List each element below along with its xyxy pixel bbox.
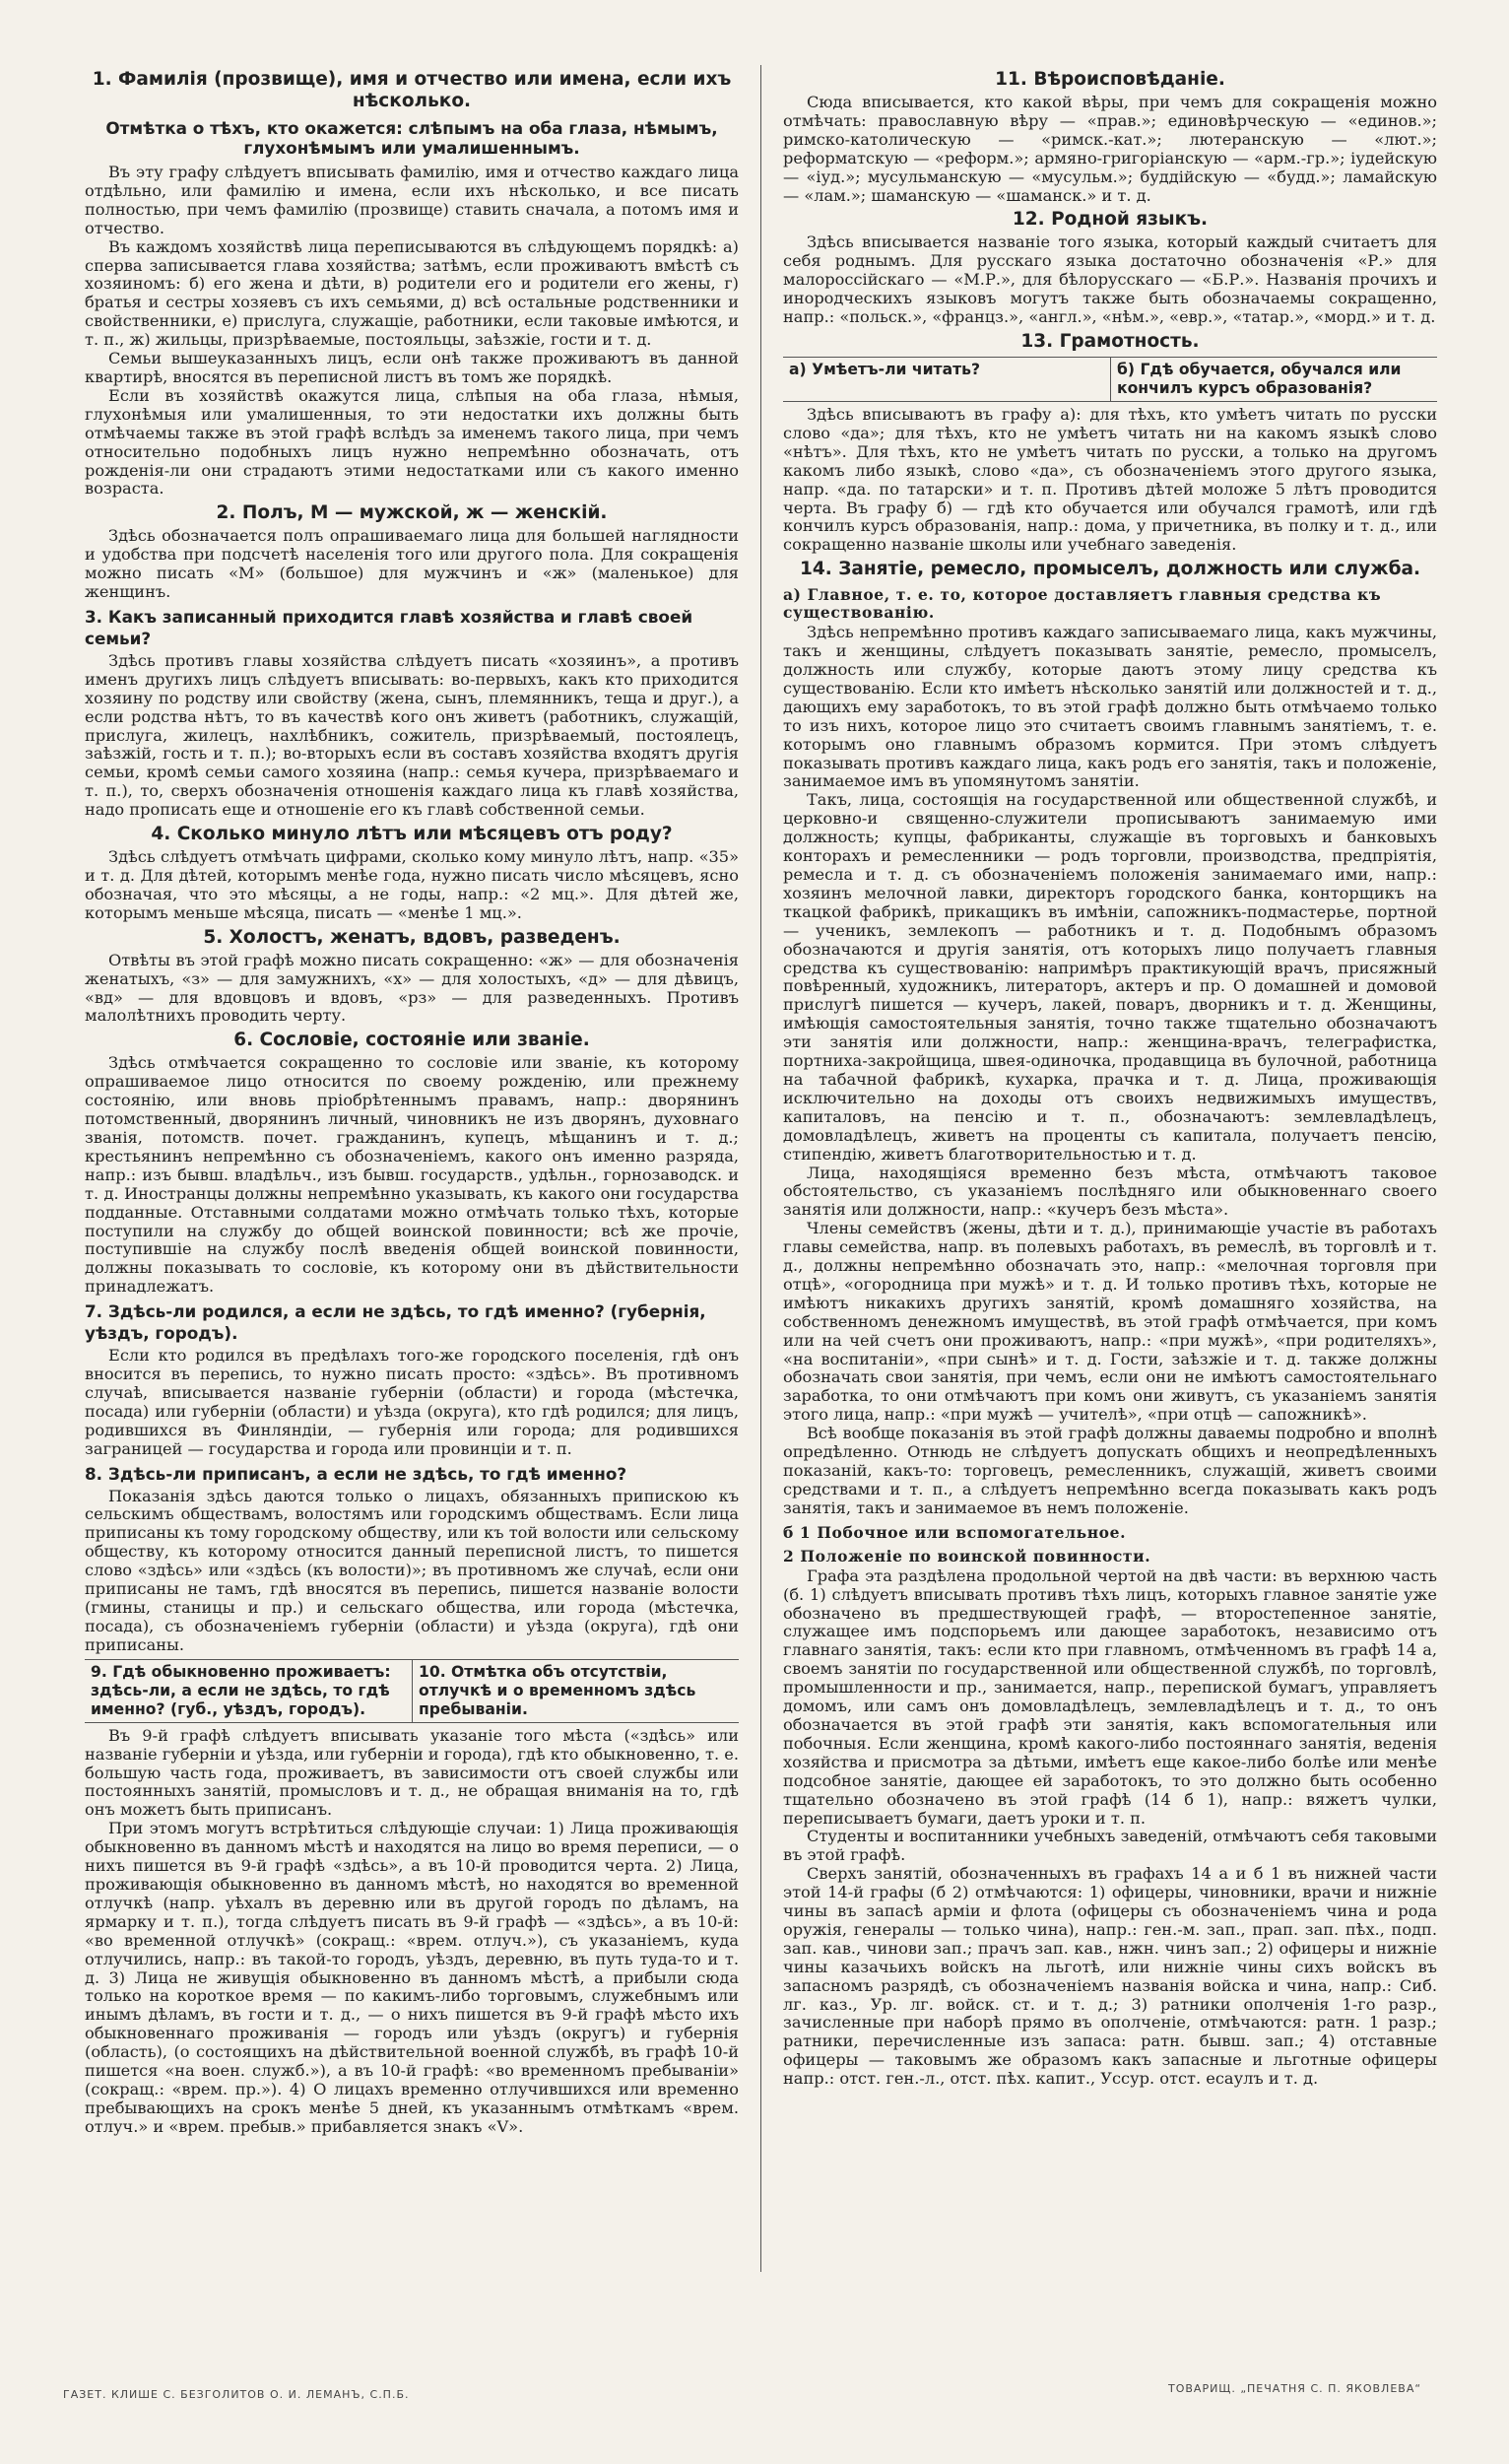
section-5-title: 5. Холостъ, женатъ, вдовъ, разведенъ. — [203, 926, 621, 948]
section-14-a-label: а) Главное, т. е. то, которое доставляетъ главныя средства къ существованію. — [783, 585, 1382, 623]
section-13-b-label: б) Гдѣ обучается, обучался или кончилъ курсъ образованія? — [1110, 358, 1437, 401]
section-2-paragraph: Здѣсь обозначается полъ опрашиваемаго лица для большей наглядности и удобства при подсчетѣ населенія того или другого пола. Для сокращенія можно писать «М» (большое) для мужчинъ и «ж» (маленькое) для женщинъ. — [85, 526, 739, 602]
left-column — [85, 65, 760, 2272]
section-1-paragraph: Если въ хозяйствѣ окажутся лица, слѣпыя на оба глаза, нѣмыя, глухонѣмыя или умалишенныя, то эти недостатки ихъ должны быть отмѣчаемы также въ этой графѣ вслѣдъ за именемъ такого лица, при чемъ относительно подобныхъ лицъ нужно непремѣнно обозначать, отъ рожденія-ли они страдаютъ этими недостатками или съ какого именно возраста. — [85, 385, 739, 499]
footer-left-imprint: ГАЗЕТ. КЛИШЕ С. БЕЗГОЛИТОВ О. И. ЛЕМАНЪ, С.П.Б. — [63, 2388, 410, 2401]
section-14-paragraph: Лица, находящіяся временно безъ мѣста, отмѣчаютъ таковое обстоятельство, съ указаніемъ послѣдняго или обыкновеннаго своего занятія или должности, напр.: «кучеръ безъ мѣста». — [783, 1163, 1437, 1220]
section-3-paragraph: Здѣсь противъ главы хозяйства слѣдуетъ писать «хозяинъ», а противъ именъ другихъ лицъ слѣдуетъ вписывать: во-первыхъ, какъ кто приходится хозяину по родству или свойству (жена, сынъ, племянникъ, теща и друг.), а если родства нѣтъ, то въ качествѣ кого онъ живетъ (работникъ, служащій, прислуга, жилецъ, нахлѣбникъ, сожитель, призрѣваемый, постоялецъ, заѣзжій, гость и т. п.); во-вторыхъ если въ составъ хозяйства входятъ другія семьи, кромѣ семьи самого хозяина (напр.: семья кучера, призрѣваемаго и т. п.), то, сверхъ обозначенія отношенія каждаго лица къ главѣ хозяйства, надо прописать еще и отношеніе его къ главѣ собственной семьи. — [85, 650, 739, 820]
section-13-title: 13. Грамотность. — [1020, 330, 1200, 352]
section-14-paragraph: Сверхъ занятій, обозначенныхъ въ графахъ 14 а и б 1 въ нижней части этой 14-й графы (б 2) отмѣчаются: 1) офицеры, чиновники, врачи и нижніе чины въ запасѣ арміи и флота (офицеры съ обозначеніемъ чина и рода оружія, генералы — только чина), напр.: ген.-м. зап., прап. зап. пѣх., подп. зап. кав., чинови зап.; прачъ зап. кав., нжн. чинъ зап.; 2) офицеры и нижніе чины казачьихъ войскъ на льготѣ, или нижніе чины сихъ войскъ въ запасномъ разрядѣ, съ обозначеніемъ названія войска и чина, напр.: Сиб. лг. каз., Ур. лг. войск. ст. и т. д.; 3) ратники ополченія 1-го разр., зачисленные при наборѣ прямо въ ополченіе, отмѣчаются: ратн. 1 разр.; ратники, перечисленные изъ запаса: ратн. бывш. зап.; 4) отставные офицеры — таковымъ же образомъ какъ запасные и льготные офицеры напр.: отст. ген.-л., отст. пѣх. капит., Уссур. отст. есаулъ и т. д. — [783, 1864, 1437, 2089]
section-5-paragraph: Отвѣты въ этой графѣ можно писать сокращенно: «ж» — для обозначенія женатыхъ, «з» — для замужнихъ, «х» — для холостыхъ, «д» — для дѣвицъ, «вд» — для вдовцовъ и вдовъ, «рз» — для разведенныхъ. Противъ малолѣтнихъ проводить черту. — [85, 950, 739, 1026]
section-8-title: 8. Здѣсь-ли приписанъ, а если не здѣсь, то гдѣ именно? — [85, 1463, 627, 1484]
section-14-paragraph: Графа эта раздѣлена продольной чертой на двѣ части: въ верхнюю часть (б. 1) слѣдуетъ вписывать противъ тѣхъ лицъ, которыхъ главное занятіе уже обозначено въ предшествующей графѣ, — второстепенное занятіе, служащее имъ подспорьемъ или дающее заработокъ, независимо отъ главнаго занятія, такъ: если кто при главномъ, отмѣченномъ въ графѣ 14 а, своемъ занятіи по государственной или общественной службѣ, по торговлѣ, промышленности и пр., занимается, напр., перепиской бумагъ, управляетъ домомъ, или самъ онъ домовладѣлецъ, землевладѣлецъ и т. д., то онъ обозначается въ этой графѣ эти занятія, какъ вспомогательныя или побочныя. Если женщина, кромѣ какого-либо постояннаго занятія, веденія хозяйства и присмотра за дѣтьми, имѣетъ еще какое-либо болѣе или менѣе подсобное занятіе, дающее ей заработокъ, то это должно быть особенно тщательно обозначено въ этой графѣ (14 б 1), напр.: вяжетъ чулки, переписываетъ бумаги, даетъ уроки и т. п. — [783, 1565, 1437, 1828]
section-12-title: 12. Родной языкъ. — [1012, 209, 1209, 231]
section-6-paragraph: Здѣсь отмѣчается сокращенно то сословіе или званіе, къ которому опрашиваемое лицо относится по своему рожденію, или прежнему состоянію, или вновь пріобрѣтеннымъ правамъ, напр.: дворянинъ потомственный, дворянинъ личный, чиновникъ не изъ дворянъ, духовнаго званія, потомств. почет. гражданинъ, купецъ, мѣщанинъ и т. д.; крестьянинъ непремѣнно съ обозначеніемъ, какого онъ именно разряда, напр.: изъ бывш. владѣльч., изъ бывш. государств., удѣльн., горнозаводск. и т. д. Иностранцы должны непремѣнно указывать, къ какого они государства подданные. Отставными солдатами можно отмѣчать только тѣхъ, которые поступили на службу до общей воинской повинности; всѣ же прочіе, поступившіе на службу послѣ введенія общей воинской повинности, должны показывать то сословіе, къ которому они въ дѣйствительности принадлежатъ. — [85, 1053, 739, 1297]
section-14-b1-label: б 1 Побочное или вспомогательное. — [783, 1522, 1127, 1542]
section-7-paragraph: Если кто родился въ предѣлахъ того-же городского поселенія, гдѣ онъ вносится въ перепись, то нужно писать просто: «здѣсь». Въ противномъ случаѣ, вписывается названіе губерніи (области) и города (мѣстечка, посада) или губерніи (области) и уѣзда (округа), кто гдѣ родился; для лицъ, родившихся въ Финляндіи, — губернія или города; для родившихся заграницей — государства и города или провинціи и т. п. — [85, 1346, 739, 1458]
section-3-title: 3. Какъ записанный приходится главѣ хозяйства и главѣ своей семьи? — [85, 606, 693, 648]
section-14-paragraph: Здѣсь непремѣнно противъ каждаго записываемаго лица, какъ мужчины, такъ и женщины, слѣдуетъ показывать занятіе, ремесло, промыселъ, должность или службу, которые даютъ этому лицу средства къ существованію. Если кто имѣетъ нѣсколько занятій или должностей и т. д., дающихъ ему заработокъ, то въ этой графѣ должно быть отмѣчаемо только то изъ нихъ, которое лицо это считаетъ своимъ главнымъ занятіемъ, т. е. которымъ оно главнымъ образомъ кормится. При этомъ слѣдуетъ показывать противъ каждаго лица, какъ родъ его занятія, такъ и положеніе, занимаемое имъ въ упомянутомъ занятіи. — [783, 623, 1437, 791]
section-12-paragraph: Здѣсь вписывается названіе того языка, который каждый считаетъ для себя роднымъ. Для русскаго языка достаточно обозначенія «Р.» для малороссійскаго — «М.Р.», для бѣлорусскаго — «Б.Р.». Названія прочихъ и инородческихъ языковъ могутъ также быть обозначаемы сокращенно, напр.: «польск.», «францз.», «англ.», «нѣм.», «евр.», «татар.», «морд.» и т. д. — [783, 233, 1437, 327]
section-9-10-header — [85, 1659, 739, 1723]
section-2-title: 2. Полъ, М — мужской, ж — женскій. — [216, 502, 608, 524]
section-1-title: 1. Фамилія (прозвище), имя и отчество или имена, если ихъ нѣсколько. — [92, 69, 732, 111]
section-6-title: 6. Сословіе, состояніе или званіе. — [233, 1030, 590, 1051]
section-14-paragraph: Студенты и воспитанники учебныхъ заведеній, отмѣчаютъ себя таковыми въ этой графѣ. — [783, 1827, 1437, 1865]
section-14-paragraph: Члены семействъ (жены, дѣти и т. д.), принимающіе участіе въ работахъ главы семейства, напр. въ полевыхъ работахъ, въ ремеслѣ, въ торговлѣ и т. д., должны непремѣнно обозначать это, напр.: «мелочная торговля при отцѣ», «огородница при мужѣ» и т. д. И только противъ тѣхъ, которые не имѣютъ никакихъ другихъ занятій, кромѣ домашняго хозяйства, на собственномъ денежномъ имуществѣ, въ этой графѣ отмѣчается, при комъ или на чей счетъ они проживаютъ, напр.: «при мужѣ», «при родителяхъ», «на воспитаніи», «при сынѣ» и т. д. Гости, заѣзжіе и т. д. также должны обозначать свои занятія, при чемъ, если они не имѣютъ самостоятельнаго заработка, то они отмѣчаютъ при комъ они живутъ, съ указаніемъ занятія этого лица, напр.: «при мужѣ — учителѣ», «при отцѣ — сапожникѣ». — [783, 1219, 1437, 1425]
section-14-paragraph: Такъ, лица, состоящія на государственной или общественной службѣ, и церковно-и священно-служители прописываютъ занимаемую ими должность; купцы, фабриканты, служащіе въ торговыхъ и банковыхъ конторахъ и ремесленники — родъ торговли, производства, предпріятія, ремесла и т. д. съ обозначеніемъ положенія занимаемаго ими, напр.: хозяинъ мелочной лавки, директоръ городского банка, конторщикъ на ткацкой фабрикѣ, прикащикъ въ имѣніи, сапожникъ-подмастерье, портной — ученикъ, землекопъ — работникъ и т. д. Подобнымъ образомъ обозначаются и другія занятія, отъ которыхъ лицо получаетъ главныя средства къ существованію: напримѣръ практикующій врачъ, присяжный повѣренный, художникъ, литераторъ, актеръ и пр. О домашней и домовой прислугѣ пишется — кучеръ, лакей, поваръ, дворникъ и т. д. Женщины, имѣющія самостоятельныя занятія, точно также тщательно обозначаютъ эти занятія или должности, напр.: женщина-врачъ, телеграфистка, портниха-закройщица, швея-одиночка, продавщица въ булочной, работница на табачной фабрикѣ, кухарка, прачка и т. д. Лица, проживающія исключительно на доходы отъ своихъ недвижимыхъ имуществъ, капиталовъ, на пенсію и т. п., обозначаютъ: землевладѣлецъ, домовладѣлецъ, живетъ на проценты съ капитала, получаетъ пенсію, стипендію, живетъ благотворительностью и т. д. — [783, 790, 1437, 1164]
section-9-paragraph: Въ 9-й графѣ слѣдуетъ вписывать указаніе того мѣста («здѣсь» или названіе губерніи и уѣзда, или губерніи и города), гдѣ кто обыкновенно, т. е. большую часть года, проживаетъ, въ зависимости отъ своей службы или постоянныхъ занятій, промысловъ и т. д., не обращая вниманія на то, гдѣ онъ можетъ быть приписанъ. — [85, 1725, 739, 1820]
section-7-title: 7. Здѣсь-ли родился, а если не здѣсь, то гдѣ именно? (губернія, уѣздъ, городъ). — [85, 1301, 706, 1344]
footer-right-imprint: ТОВАРИЩ. „ПЕЧАТНЯ С. П. ЯКОВЛЕВА“ — [1168, 2382, 1422, 2395]
section-1-subtitle: Отмѣтка о тѣхъ, кто окажется: слѣпымъ на оба глаза, нѣмымъ, глухонѣмымъ или умалишеннымъ. — [105, 118, 718, 158]
section-1-paragraph: Въ эту графу слѣдуетъ вписывать фамилію, имя и отчество каждаго лица отдѣльно, или фамилію и имена, если ихъ нѣсколько, и все писать полностью, при чемъ фамилію (прозвище) ставить сначала, а потомъ имя и отчество. — [85, 163, 739, 237]
section-4-title: 4. Сколько минуло лѣтъ или мѣсяцевъ отъ роду? — [151, 824, 673, 845]
section-8-paragraph: Показанія здѣсь даются только о лицахъ, обязанныхъ припискою къ сельскимъ обществамъ, волостямъ или городскимъ обществамъ. Если лица приписаны къ тому городскому обществу, или къ той волости или сельскому обществу, къ которому относится данный переписной листъ, то пишется слово «здѣсь» или «здѣсь (къ волости)»; въ противномъ же случаѣ, если они приписаны не тамъ, гдѣ вносятся въ перепись, пишется названіе волости (гмины, станицы и пр.) и сельскаго общества, или города (мѣстечка, посада), съ обозначеніемъ губерніи (области) и уѣзда (округа), гдѣ они приписаны. — [85, 1486, 739, 1654]
section-9-title: 9. Гдѣ обыкновенно проживаетъ: здѣсь-ли, а если не здѣсь, то гдѣ именно? (губ., уѣздъ, городъ). — [91, 1662, 391, 1718]
section-4-paragraph: Здѣсь слѣдуетъ отмѣчать цифрами, сколько кому минуло лѣтъ, напр. «35» и т. д. Для дѣтей, которымъ менѣе года, нужно писать число мѣсяцевъ, ясно обозначая, что это мѣсяцы, а не годы, напр.: «2 мц.». Для дѣтей же, которымъ меньше мѣсяца, писать — «менѣе 1 мц.». — [85, 847, 739, 922]
section-10-title: 10. Отмѣтка объ отсутствіи, отлучкѣ и о временномъ здѣсь пребываніи. — [412, 1660, 739, 1722]
section-14-b2-label: 2 Положеніе по воинской повинности. — [783, 1546, 1151, 1565]
section-14-title: 14. Занятіе, ремесло, промыселъ, должность или служба. — [799, 559, 1420, 580]
two-column-layout — [85, 65, 1458, 2272]
section-1-paragraph: Семьи вышеуказанныхъ лицъ, если онѣ также проживаютъ въ данной квартирѣ, вносятся въ переписной листъ въ томъ же порядкѣ. — [85, 349, 739, 386]
column-divider — [760, 65, 761, 2272]
section-11-paragraph: Сюда вписывается, кто какой вѣры, при чемъ для сокращенія можно отмѣчать: православную вѣру — «прав.»; единовѣрческую — «единов.»; римско-католическую — «римск.-кат.»; лютеранскую — «лют.»; реформатскую — «реформ.»; армяно-григоріанскую — «арм.-гр.»; іудейскую — «іуд.»; мусульманскую — «мусульм.»; буддійскую — «будд.»; ламайскую — «лам.»; шаманскую — «шаманск.» и т. д. — [783, 93, 1437, 205]
section-11-title: 11. Вѣроисповѣданіе. — [995, 69, 1225, 90]
printer-footer — [0, 2382, 1509, 2412]
section-14-paragraph: Всѣ вообще показанія въ этой графѣ должны даваемы подробно и вполнѣ опредѣленно. Отнюдь не слѣдуетъ допускать общихъ и неопредѣленныхъ показаній, какъ-то: торговецъ, ремесленникъ, служащій, живетъ своими средствами и т. п., а слѣдуетъ непремѣнно всегда показывать какъ родъ занятія, такъ и занимаемое въ немъ положеніе. — [783, 1424, 1437, 1517]
section-9-paragraph: При этомъ могутъ встрѣтиться слѣдующіе случаи: 1) Лица проживающія обыкновенно въ данномъ мѣстѣ и находятся на лицо во время переписи, — о нихъ пишется въ 9-й графѣ «здѣсь», а въ 10-й проводится черта. 2) Лица, проживающія обыкновенно въ данномъ мѣстѣ, но находятся во временной отлучкѣ (напр. уѣхалъ въ деревню или въ другой городъ по дѣламъ, на ярмарку и т. п.), тогда слѣдуетъ писать въ 9-й графѣ — «здѣсь», а въ 10-й: «во временной отлучкѣ» (сокращ.: «врем. отлуч.»), съ указаніемъ, куда отлучились, напр.: въ такой-то городъ, уѣздъ, деревню, въ путь туда-то и т. д. 3) Лица не живущія обыкновенно въ данномъ мѣстѣ, а прибыли сюда только на короткое время — по какимъ-либо торговымъ, служебнымъ или инымъ дѣламъ, въ гости и т. д., — о нихъ пишется въ 9-й графѣ мѣсто ихъ обыкновеннаго проживанія — городъ или уѣздъ (округъ) и губернія (область), (о состоящихъ на дѣйствительной военной службѣ, въ графѣ 10-й пишется «на воен. служб.»), а въ 10-й графѣ: «во временномъ пребываніи» (сокращ.: «врем. пр.»). 4) О лицахъ временно отлучившихся или временно пребывающихъ на срокъ менѣе 5 дней, къ указаннымъ отмѣткамъ «врем. отлуч.» и «врем. пребыв.» прибавляется знакъ «V». — [85, 1819, 739, 2136]
section-13-columns — [783, 357, 1437, 402]
right-column — [783, 65, 1437, 2272]
section-13-paragraph: Здѣсь вписываютъ въ графу а): для тѣхъ, кто умѣетъ читать по русски слово «да»; для тѣхъ, кто не умѣетъ читать ни на какомъ языкѣ слово «нѣтъ». Для тѣхъ, кто не умѣетъ читать по русски, а только на другомъ какомъ либо языкѣ, слово «да», съ обозначеніемъ этого другого языка, напр. «да. по татарски» и т. п. Противъ дѣтей моложе 5 лѣтъ проводится черта. Въ графу б) — гдѣ кто обучается или обучался грамотѣ, или гдѣ кончилъ курсъ образованія, напр.: дома, у причетника, въ полку и т. д., или сокращенно названіе школы или учебнаго заведенія. — [783, 404, 1437, 555]
section-1-paragraph: Въ каждомъ хозяйствѣ лица переписываются въ слѣдующемъ порядкѣ: а) сперва записывается глава хозяйства; затѣмъ, если проживаютъ вмѣстѣ съ хозяиномъ: б) его жена и дѣти, в) родители его и родители его жены, г) братья и сестры хозяевъ съ ихъ семьями, д) всѣ остальные родственники и свойственники, е) прислуга, служащіе, работники, если таковые имѣются, и т. п., ж) жильцы, призрѣваемые, постояльцы, заѣзжіе, гости и т. д. — [85, 236, 739, 350]
section-13-a-label: а) Умѣетъ-ли читать? — [789, 360, 981, 378]
